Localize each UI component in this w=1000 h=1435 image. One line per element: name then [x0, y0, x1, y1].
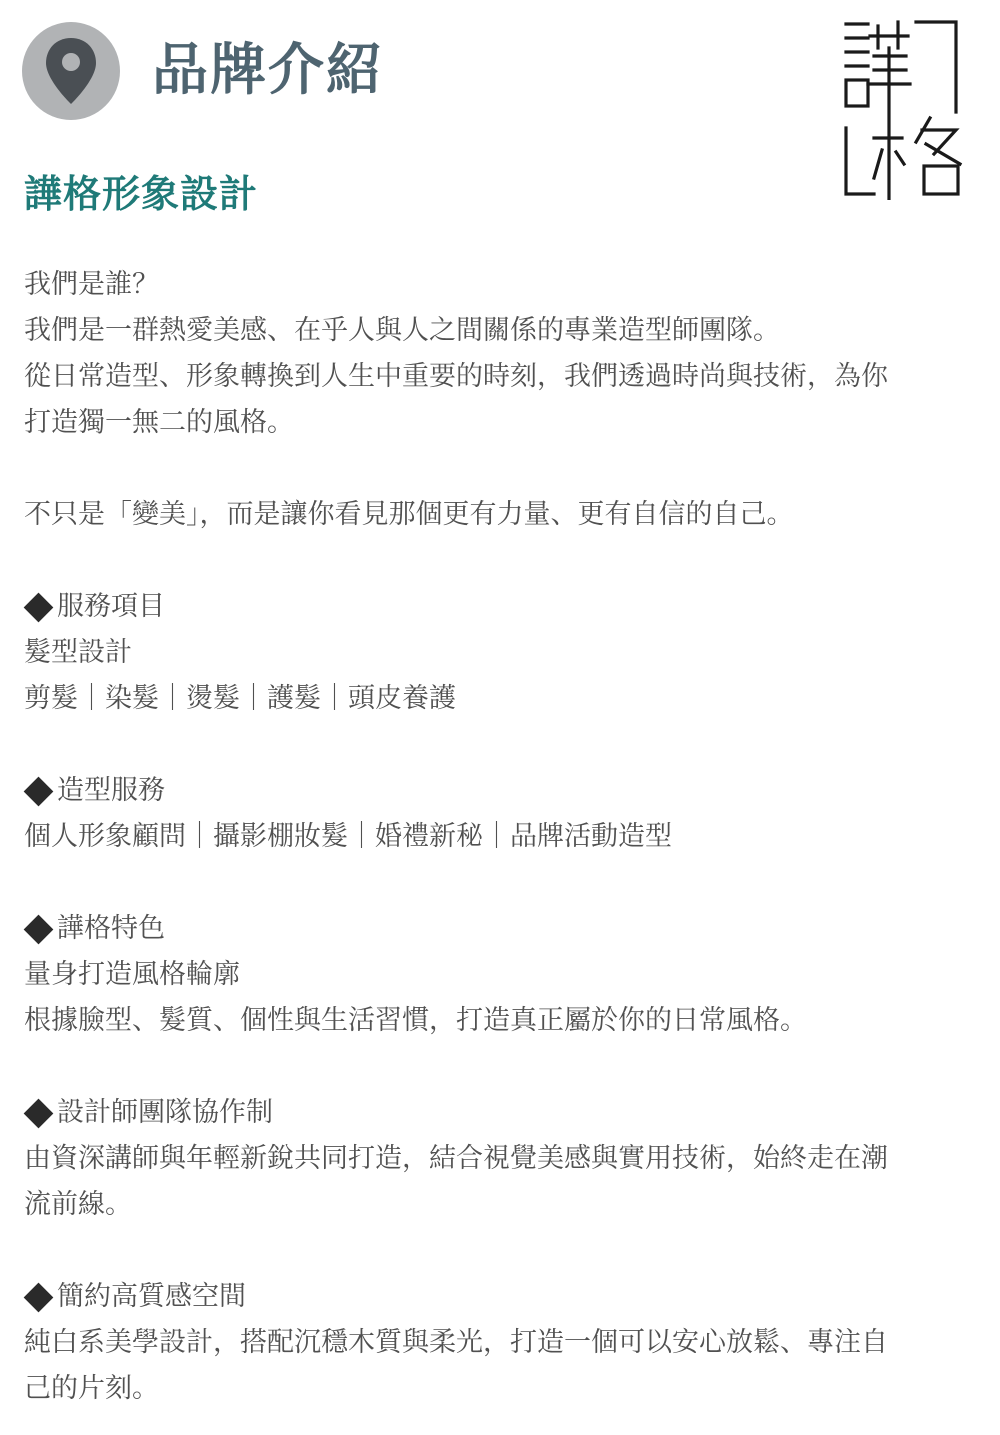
- diamond-bullet-icon: [24, 592, 54, 622]
- intro-line-2: 從日常造型、形象轉換到人生中重要的時刻，我們透過時尚與技術，為你: [24, 361, 888, 392]
- section-heading-features: [24, 906, 984, 952]
- styling-items: 個人形象顧問｜攝影棚妝髮｜婚禮新秘｜品牌活動造型: [24, 821, 672, 852]
- brand-description: [24, 262, 984, 1412]
- brand-logo: [838, 18, 968, 200]
- section-heading-team: [24, 1090, 984, 1136]
- diamond-bullet-icon: [24, 914, 54, 944]
- section-heading-text: 簡約高質感空間: [57, 1281, 246, 1312]
- page-title: 品牌介紹: [152, 38, 384, 103]
- services-subheading: 髮型設計: [24, 637, 132, 668]
- team-description-line-1: 由資深講師與年輕新銳共同打造，結合視覺美感與實用技術，始終走在潮: [24, 1143, 888, 1174]
- diamond-bullet-icon: [24, 1282, 54, 1312]
- team-description-line-2: 流前線。: [24, 1189, 132, 1220]
- section-heading-space: [24, 1274, 984, 1320]
- features-subheading: 量身打造風格輪廓: [24, 959, 240, 990]
- features-description: 根據臉型、髮質、個性與生活習慣，打造真正屬於你的日常風格。: [24, 1005, 807, 1036]
- services-items: 剪髮｜染髮｜燙髮｜護髮｜頭皮養護: [24, 683, 456, 714]
- space-description-line-1: 純白系美學設計，搭配沉穩木質與柔光，打造一個可以安心放鬆、專注自: [24, 1327, 888, 1358]
- section-heading-text: 譁格特色: [57, 913, 165, 944]
- intro-line-3: 打造獨一無二的風格。: [24, 407, 294, 438]
- intro-question: 我們是誰？: [24, 269, 159, 300]
- spacer: [24, 1044, 984, 1090]
- diamond-bullet-icon: [24, 776, 54, 806]
- spacer: [24, 538, 984, 584]
- spacer: [24, 860, 984, 906]
- intro-line-1: 我們是一群熱愛美感、在乎人與人之間關係的專業造型師團隊。: [24, 315, 780, 346]
- diamond-bullet-icon: [24, 1098, 54, 1128]
- intro-line-4: 不只是「變美」，而是讓你看見那個更有力量、更有自信的自己。: [24, 499, 794, 530]
- spacer: [24, 1228, 984, 1274]
- section-heading-text: 設計師團隊協作制: [57, 1097, 273, 1128]
- section-heading-text: 造型服務: [57, 775, 165, 806]
- location-pin-icon: [22, 22, 120, 120]
- spacer: [24, 446, 984, 492]
- brand-subtitle: 譁格形象設計: [24, 172, 259, 216]
- section-heading-styling: [24, 768, 984, 814]
- spacer: [24, 722, 984, 768]
- section-heading-services: [24, 584, 984, 630]
- section-heading-text: 服務項目: [57, 591, 165, 622]
- page-header: [22, 22, 384, 120]
- space-description-line-2: 己的片刻。: [24, 1373, 159, 1404]
